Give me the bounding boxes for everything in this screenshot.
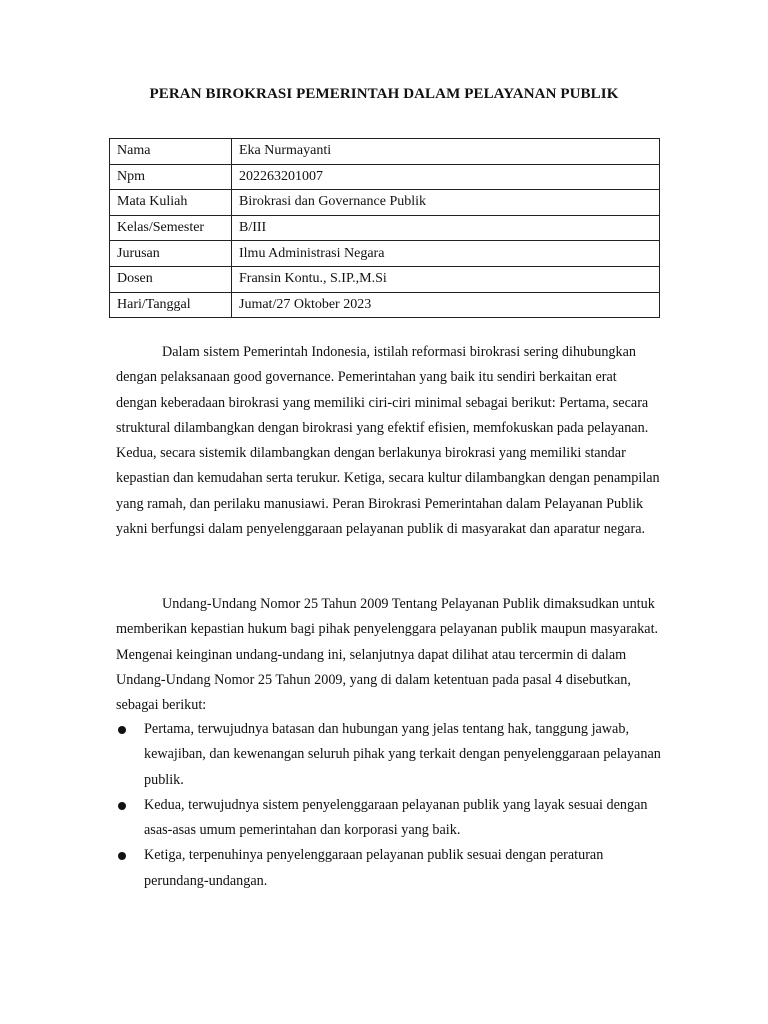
table-row <box>110 241 660 267</box>
info-value-hari-tanggal: Jumat/27 Oktober 2023 <box>232 292 660 318</box>
table-row <box>110 292 660 318</box>
paragraph-2-text: Undang-Undang Nomor 25 Tahun 2009 Tentang Pelayanan Publik dimaksudkan untuk memberikan kepastian hukum bagi pihak penyelenggara pelayanan publik maupun masyarakat. Mengenai keinginan undang-undang ini, selanjutnya dapat dilihat atau tercermin di dalam Undang-Undang Nomor 25 Tahun 2009, yang di dalam ketentuan pada pasal 4 disebutkan, sebagai berikut: <box>116 596 659 714</box>
info-label-nama: Nama <box>110 139 232 165</box>
table-row <box>110 215 660 241</box>
bullet-text: Kedua, terwujudnya sistem penyelenggaraan pelayanan publik yang layak sesuai dengan asas-asas umum pemerintahan dan korporasi yang baik. <box>144 796 648 839</box>
table-row <box>110 266 660 292</box>
list-item <box>116 717 661 793</box>
table-row <box>110 164 660 190</box>
info-label-kelas-semester: Kelas/Semester <box>110 215 232 241</box>
list-item <box>116 793 661 844</box>
student-info-table <box>109 138 660 318</box>
list-item <box>116 843 661 894</box>
info-label-npm: Npm <box>110 164 232 190</box>
document-title: PERAN BIROKRASI PEMERINTAH DALAM PELAYANAN PUBLIK <box>149 86 619 102</box>
info-value-mata-kuliah: Birokrasi dan Governance Publik <box>232 190 660 216</box>
body-paragraph-2 <box>116 592 661 718</box>
table-row <box>110 139 660 165</box>
bullet-dot-icon <box>118 802 126 810</box>
info-label-hari-tanggal: Hari/Tanggal <box>110 292 232 318</box>
body-paragraph-1 <box>116 340 661 542</box>
info-label-dosen: Dosen <box>110 266 232 292</box>
info-value-npm: 202263201007 <box>232 164 660 190</box>
info-value-kelas-semester: B/III <box>232 215 660 241</box>
info-value-jurusan: Ilmu Administrasi Negara <box>232 241 660 267</box>
provision-bullet-list <box>116 717 661 894</box>
bullet-dot-icon <box>118 852 126 860</box>
bullet-text: Pertama, terwujudnya batasan dan hubungan yang jelas tentang hak, tanggung jawab, kewajiban, dan kewenangan seluruh pihak yang terkait dengan penyelenggaraan pelayanan publik. <box>144 721 661 788</box>
table-row <box>110 190 660 216</box>
info-label-mata-kuliah: Mata Kuliah <box>110 190 232 216</box>
paragraph-1-text: Dalam sistem Pemerintah Indonesia, istilah reformasi birokrasi sering dihubungkan dengan pelaksanaan good governance. Pemerintahan yang baik itu sendiri berkaitan erat dengan keberadaan birokrasi yang memiliki ciri-ciri minimal sebagai berikut: Pertama, secara struktural dilambangkan dengan birokrasi yang efektif efisien, memfokuskan pada pelayanan. Kedua, secara sistemik dilambangkan dengan berlakunya birokrasi yang memiliki standar kepastian dan kemudahan serta terukur. Ketiga, secara kultur dilambangkan dengan penampilan yang ramah, dan perilaku manusiawi. Peran Birokrasi Pemerintahan dalam Pelayanan Publik yakni berfungsi dalam penyelenggaraan pelayanan publik di masyarakat dan aparatur negara. <box>116 344 660 538</box>
bullet-dot-icon <box>118 726 126 734</box>
info-value-nama: Eka Nurmayanti <box>232 139 660 165</box>
info-label-jurusan: Jurusan <box>110 241 232 267</box>
bullet-text: Ketiga, terpenuhinya penyelenggaraan pelayanan publik sesuai dengan peraturan perundang-undangan. <box>144 847 604 889</box>
info-value-dosen: Fransin Kontu., S.IP.,M.Si <box>232 266 660 292</box>
